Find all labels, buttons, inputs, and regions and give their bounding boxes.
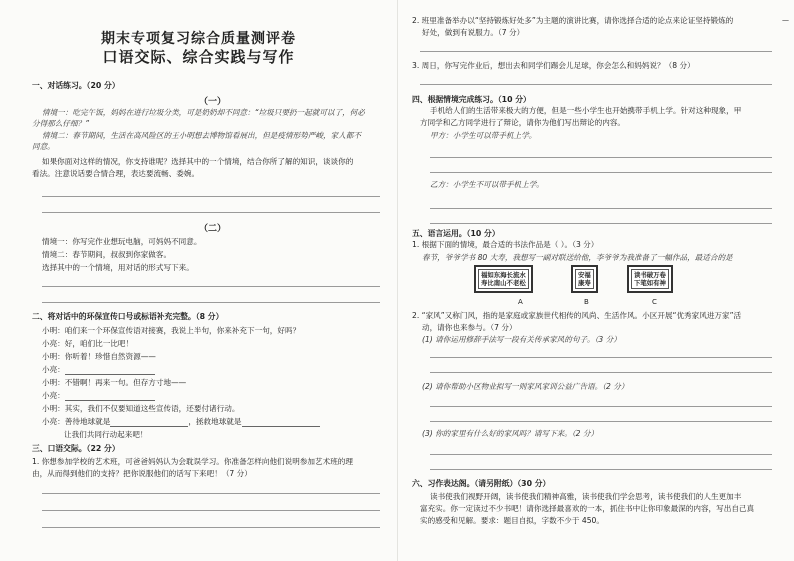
language-question-2: 2. “家风”又称门风，指的是家庭或家族世代相传的风尚、生活作风。小区开展“优秀家风进万家”活: [412, 311, 742, 320]
calligraphy-line: 读书破万卷: [634, 271, 666, 279]
dialog-text: 小亮：善待地球就是: [42, 417, 111, 426]
debate-passage: 手机给人们的生活带来极大的方便，但是一些小学生也开始携带手机上学。针对这种现象，甲: [430, 106, 742, 115]
answer-line[interactable]: [430, 157, 772, 158]
blank-field[interactable]: [110, 418, 188, 427]
answer-line[interactable]: [430, 208, 772, 209]
essay-prompt: 读书使我们视野开阔，读书使我们精神高雅，读书使我们学会思考，读书使我们的人生更加丰: [430, 492, 742, 501]
oral-question-2-cont: 好处，做到有说服力。（7 分）: [422, 28, 525, 37]
scene-2-text-cont: 同意。: [32, 142, 55, 151]
scan-mark: —: [782, 16, 789, 24]
answer-line[interactable]: [42, 196, 380, 197]
question-2-prompt: 选择其中的一个情境，用对话的形式写下来。: [42, 263, 194, 272]
language-question-1: 1. 根据下面的情境，最合适的书法作品是（ ）。（3 分）: [412, 240, 599, 249]
answer-line[interactable]: [430, 372, 772, 373]
page-title: 期末专项复习综合质量测评卷: [101, 31, 296, 47]
calligraphy-line: 下笔如有神: [634, 279, 666, 287]
oral-question-3: 3. 周日，你写完作业后，想出去和同学们踢会儿足球，你会怎么和妈妈说？（8 分）: [412, 61, 695, 70]
calligraphy-text: [631, 269, 669, 289]
dialog-line-2: 小亮：好，咱们比一比吧！: [42, 339, 134, 348]
calligraphy-line: 寿比南山不老松: [481, 279, 526, 287]
answer-line[interactable]: [420, 84, 772, 85]
oral-question-1: 1. 你想参加学校的艺术班，可爸爸妈妈认为会耽误学习。你准备怎样向他们说明参加艺术班的理: [32, 457, 353, 466]
answer-line[interactable]: [430, 357, 772, 358]
speaker-label: 小亮：: [42, 365, 65, 374]
sub-question-1: (1) 请你运用修辞手法写一段有关传承家风的句子。（3 分）: [422, 335, 621, 344]
answer-line[interactable]: [42, 527, 380, 528]
page-subtitle: 口语交际、综合实践与写作: [102, 48, 295, 66]
blank-field[interactable]: [242, 418, 320, 427]
dialog-line-4: [42, 365, 155, 375]
oral-question-2: 2. 班里准备举办以“坚持锻炼好处多”为主题的演讲比赛，请你选择合适的论点来论证坚持锻炼的: [412, 16, 734, 25]
blank-field[interactable]: [65, 366, 155, 375]
calligraphy-option-b[interactable]: [571, 265, 598, 293]
calligraphy-line: 安福: [578, 271, 591, 279]
part-1-label: （一）: [198, 97, 226, 107]
question-1-prompt-cont: 看法。注意说话要合情合理，表达要流畅、委婉。: [32, 169, 200, 178]
sub-question-3: (3) 你的家里有什么好的家风吗？请写下来。（2 分）: [422, 429, 599, 438]
calligraphy-text: [575, 269, 594, 289]
answer-line[interactable]: [430, 421, 772, 422]
debate-passage-cont: 方同学和乙方同学进行了辩论，请你为他们写出辩论的内容。: [420, 118, 626, 127]
answer-line[interactable]: [430, 469, 772, 470]
scene-2-text: 情境二：春节期间，生活在高风险区的王小明想去博物馆看展出，但是疫情形势严峻，家人都不: [42, 131, 361, 140]
dialog-line-8: [42, 417, 320, 427]
answer-line[interactable]: [430, 406, 772, 407]
oral-question-1-cont: 由，从而得到他们的支持？把你说服他们的话写下来吧！（7 分）: [32, 469, 252, 478]
section-2-heading: 二、将对话中的环保宣传口号或标语补充完整。（8 分）: [32, 312, 224, 321]
part-2-label: （二）: [198, 224, 226, 234]
answer-line[interactable]: [420, 51, 772, 52]
section-6-heading: 六、习作表达阁。（请另附纸）（30 分）: [412, 479, 551, 488]
dialog-text: ，拯救地球就是: [188, 417, 242, 426]
dialog-line-7: 小明：其实，我们不仅要知道这些宣传语，还要付诸行动。: [42, 404, 240, 413]
essay-prompt-req: 实的感受和见解。要求：题目自拟，字数不少于 450。: [420, 516, 604, 525]
calligraphy-option-a[interactable]: [474, 265, 533, 293]
language-question-1-context: 春节，爷爷学书 80 大寿，我想写一副对联送给他，李爷爷为我准备了一幅作品，最适合的是: [422, 253, 733, 262]
answer-line[interactable]: [42, 510, 380, 511]
answer-line[interactable]: [42, 286, 380, 287]
scene-4-text: 情境二：春节期间，叔叔到你家做客。: [42, 250, 172, 259]
scene-1-text: 情境一：吃完午饭，妈妈在进行垃圾分类，可是奶奶却不同意：“垃圾只要扔一起就可以了，何必: [42, 108, 365, 117]
calligraphy-line: 康寿: [578, 279, 591, 287]
section-1-heading: 一、对话练习。（20 分）: [32, 81, 120, 90]
option-label-a: A: [518, 298, 523, 306]
answer-line[interactable]: [430, 172, 772, 173]
answer-line[interactable]: [430, 454, 772, 455]
debate-side-a: 甲方：小学生可以带手机上学。: [430, 131, 537, 140]
dialog-line-5: 小明：不错啊！再来一句。但存方寸地——: [42, 378, 187, 387]
speaker-label: 小亮：: [42, 391, 65, 400]
answer-line[interactable]: [42, 212, 380, 213]
calligraphy-option-c[interactable]: [627, 265, 673, 293]
option-label-b: B: [584, 298, 589, 306]
option-label-c: C: [652, 298, 657, 306]
dialog-line-9: 让我们共同行动起来吧！: [64, 430, 148, 439]
language-question-2-cont: 动，请你也来参与。（7 分）: [422, 323, 517, 332]
calligraphy-text: [478, 269, 529, 289]
blank-field[interactable]: [65, 392, 155, 401]
debate-side-b: 乙方：小学生不可以带手机上学。: [430, 180, 544, 189]
dialog-line-3: 小明：你听着！珍惜自然资源——: [42, 352, 156, 361]
right-column: [397, 0, 794, 561]
scene-3-text: 情境一：你写完作业想玩电脑，可妈妈不同意。: [42, 237, 202, 246]
answer-line[interactable]: [42, 493, 380, 494]
dialog-line-6: [42, 391, 155, 401]
section-4-heading: 四、根据情境完成练习。（10 分）: [412, 95, 531, 104]
calligraphy-line: 福如东海长流水: [481, 271, 526, 279]
section-3-heading: 三、口语交际。（22 分）: [32, 444, 120, 453]
section-5-heading: 五、语言运用。（10 分）: [412, 229, 500, 238]
question-1-prompt: 如果你面对这样的情况，你支持谁呢？选择其中的一个情境，结合你所了解的知识，谈谈你的: [42, 157, 354, 166]
scene-1-text-cont: 分得那么仔细？”: [32, 119, 90, 128]
dialog-line-1: 小明：咱们来一个环保宣传语对接赛，我说上半句，你来补充下一句，好吗？: [42, 326, 301, 335]
essay-prompt-cont: 富充实。你一定读过不少书吧！请你选择最喜欢的一本，抓住书中让你印象最深的内容，写出自己真: [420, 504, 755, 513]
answer-line[interactable]: [42, 302, 380, 303]
answer-line[interactable]: [430, 223, 772, 224]
sub-question-2: (2) 请你帮助小区物业拟写一则家风家训公益广告语。（2 分）: [422, 382, 629, 391]
